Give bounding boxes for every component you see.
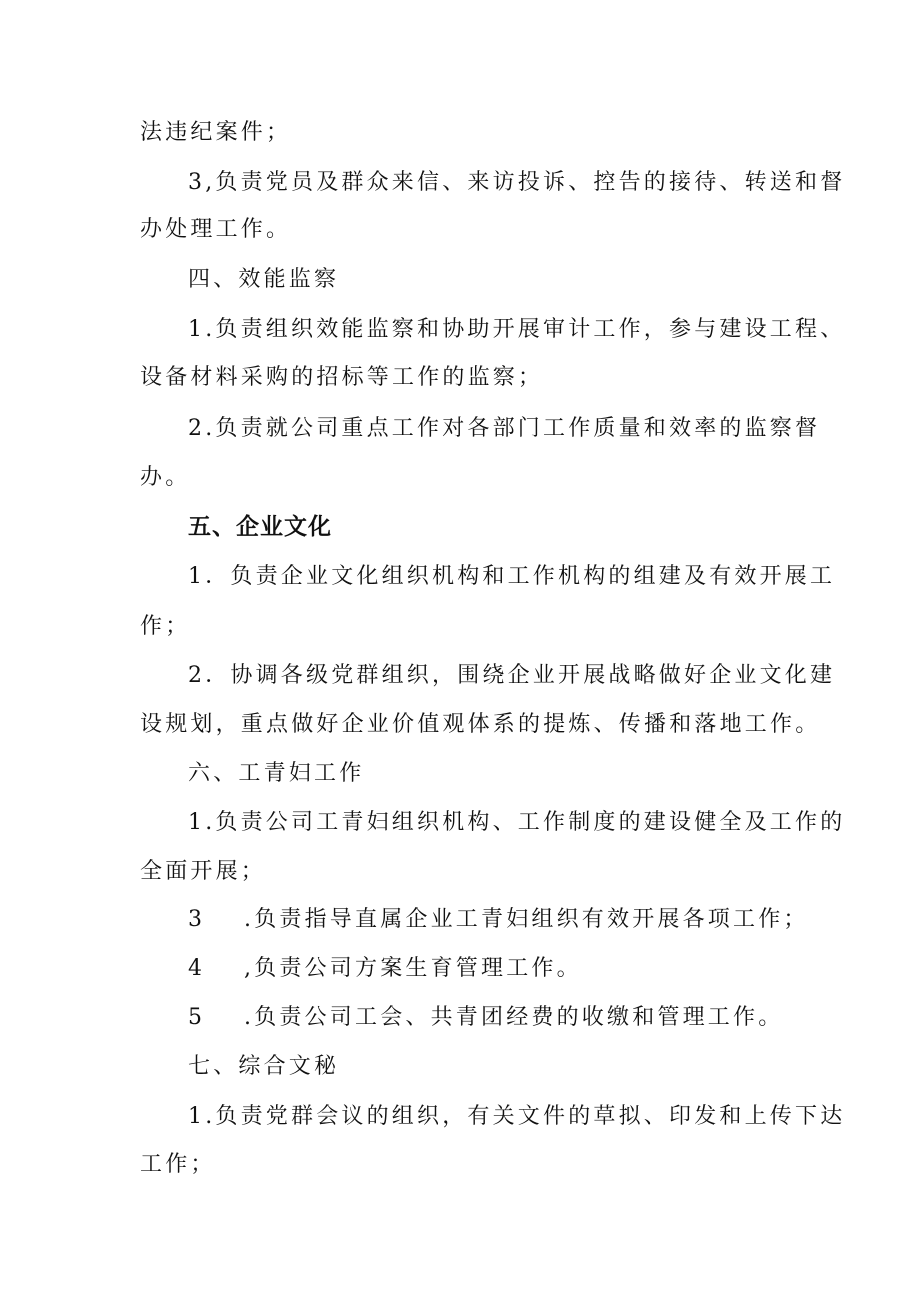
text-line: 全面开展； bbox=[140, 859, 267, 884]
text-line: 2．协调各级党群组织，围绕企业开展战略做好企业文化建 bbox=[188, 663, 836, 688]
text-line: 3,负责党员及群众来信、来访投诉、控告的接待、转送和督 bbox=[188, 170, 846, 195]
list-number: 5 bbox=[188, 1005, 206, 1030]
text-line: 1.负责公司工青妇组织机构、工作制度的建设健全及工作的 bbox=[188, 810, 846, 835]
text-line: 1．负责企业文化组织机构和工作机构的组建及有效开展工 bbox=[188, 564, 836, 589]
text-line: 工作； bbox=[140, 1152, 216, 1177]
text-line: 办。 bbox=[140, 465, 191, 490]
text-line: 作； bbox=[140, 614, 191, 639]
text-line: 设规划，重点做好企业价值观体系的提炼、传播和落地工作。 bbox=[140, 712, 821, 737]
text-line: 2.负责就公司重点工作对各部门工作质量和效率的监察督 bbox=[188, 416, 821, 441]
text-line: .负责指导直属企业工青妇组织有效开展各项工作； bbox=[244, 907, 809, 932]
list-number: 4 bbox=[188, 956, 206, 981]
text-line: ,负责公司方案生育管理工作。 bbox=[244, 956, 582, 981]
text-line: .负责公司工会、共青团经费的收缴和管理工作。 bbox=[244, 1005, 784, 1030]
section-heading: 四、效能监察 bbox=[188, 267, 340, 292]
section-heading: 七、综合文秘 bbox=[188, 1054, 340, 1079]
text-line: 1.负责党群会议的组织，有关文件的草拟、印发和上传下达 bbox=[188, 1104, 846, 1129]
section-heading: 六、工青妇工作 bbox=[188, 761, 365, 786]
text-line: 办处理工作。 bbox=[140, 217, 292, 242]
text-line: 法违纪案件； bbox=[140, 120, 292, 145]
text-line: 1.负责组织效能监察和协助开展审计工作，参与建设工程、 bbox=[188, 317, 846, 342]
section-heading: 五、企业文化 bbox=[188, 514, 332, 540]
list-number: 3 bbox=[188, 907, 206, 932]
text-line: 设备材料采购的招标等工作的监察； bbox=[140, 365, 544, 390]
